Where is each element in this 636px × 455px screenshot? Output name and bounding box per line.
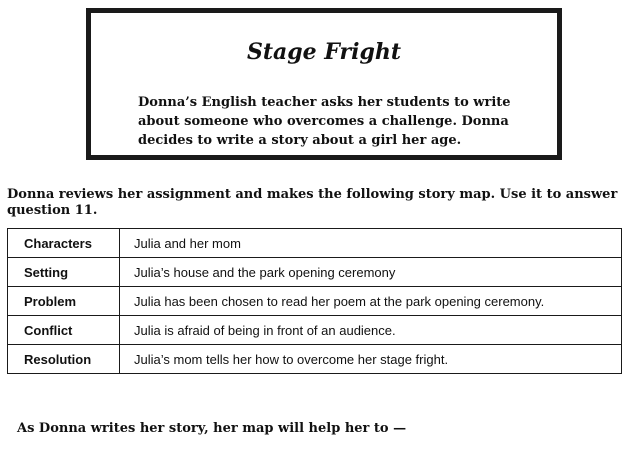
row-value: Julia has been chosen to read her poem at the park opening ceremony. [120,287,622,316]
row-value: Julia’s house and the park opening ceremony [120,258,622,287]
passage-box [86,8,562,160]
story-map-table [7,228,622,374]
row-label: Resolution [8,345,120,374]
row-value: Julia and her mom [120,229,622,258]
row-label: Characters [8,229,120,258]
row-label: Setting [8,258,120,287]
row-label: Problem [8,287,120,316]
instruction-text: Donna reviews her assignment and makes the following story map. Use it to answer question 11. [7,187,618,218]
question-stem: As Donna writes her story, her map will help her to — [17,421,407,436]
row-label: Conflict [8,316,120,345]
passage-intro: Donna’s English teacher asks her students to write about someone who overcomes a challenge. Donna decides to write a story about a girl her age. [138,95,511,148]
table-row [8,316,622,345]
table-row [8,287,622,316]
passage-title: Stage Fright [246,39,402,65]
row-value: Julia is afraid of being in front of an audience. [120,316,622,345]
table-row [8,258,622,287]
row-value: Julia’s mom tells her how to overcome her stage fright. [120,345,622,374]
table-row [8,229,622,258]
table-row [8,345,622,374]
